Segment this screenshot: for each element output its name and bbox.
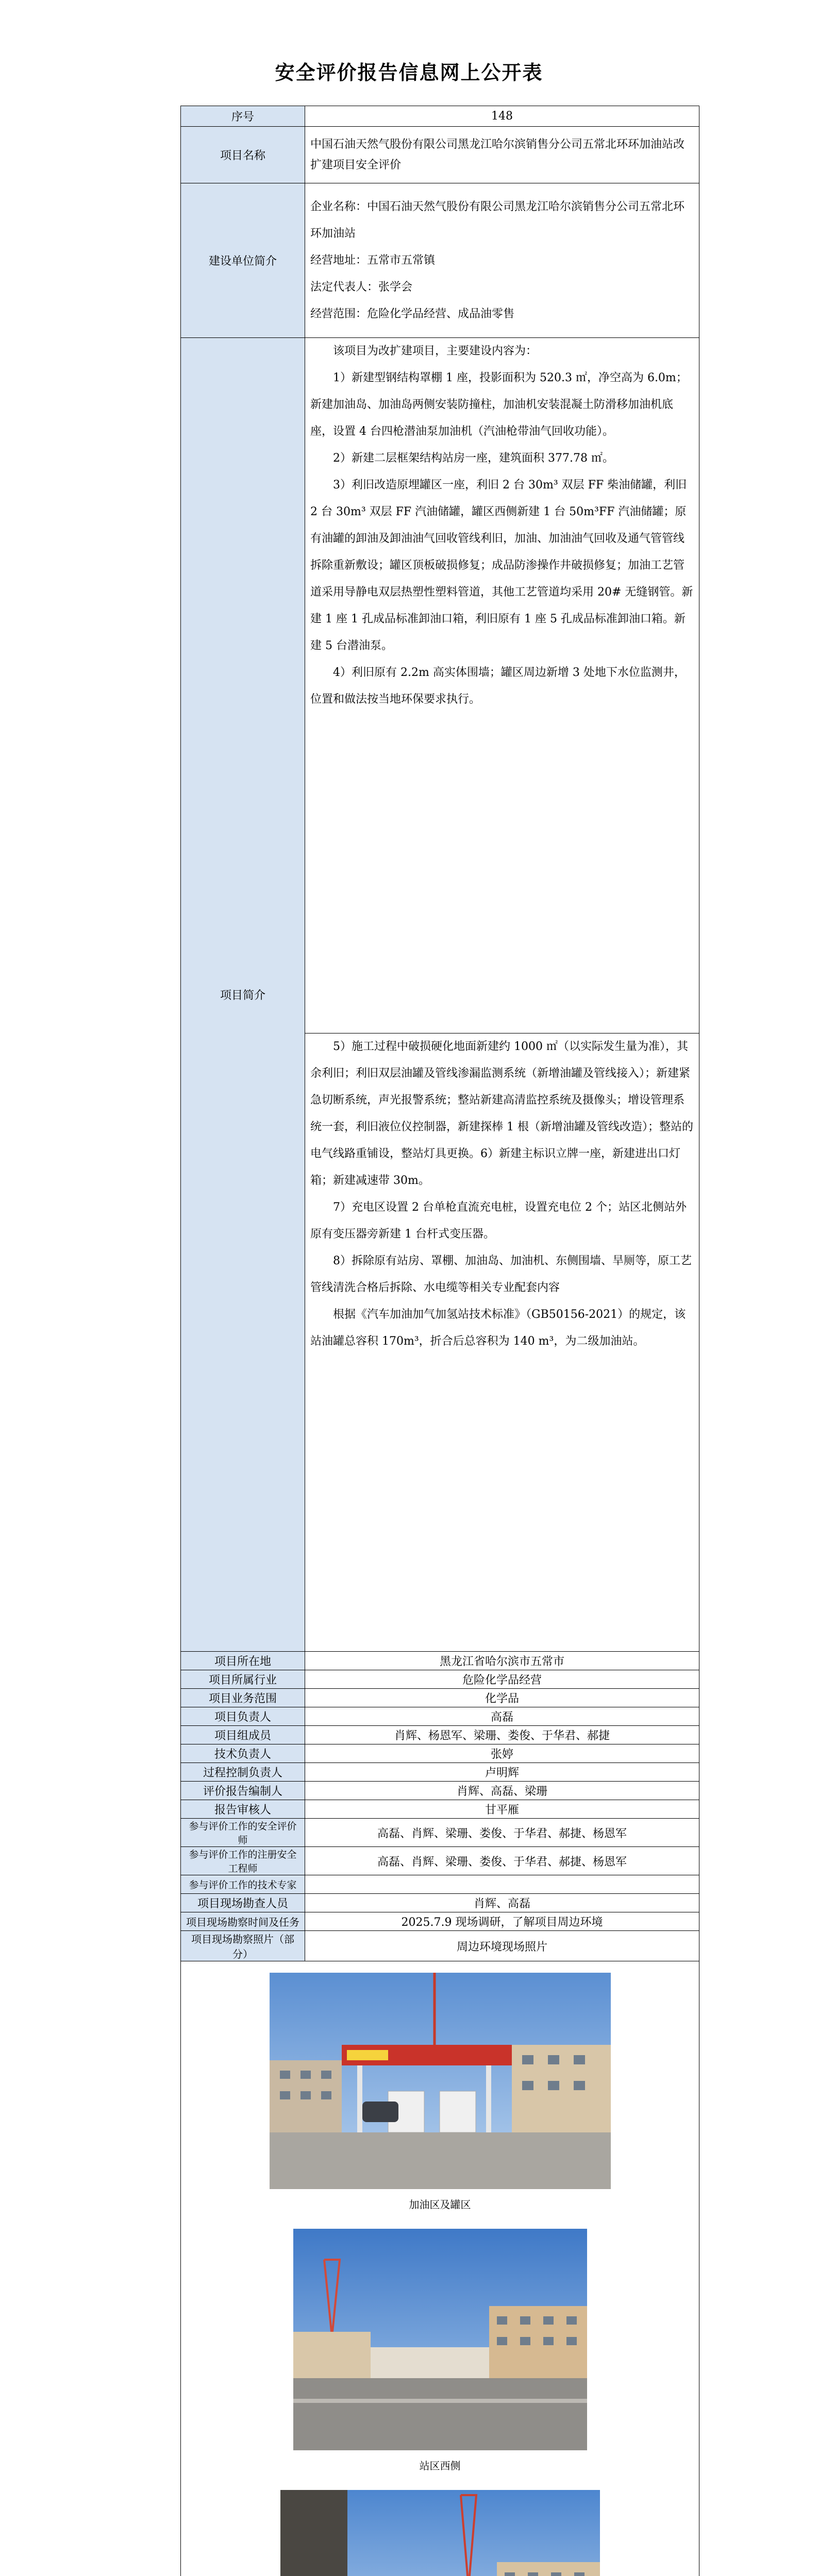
value-industry: 危险化学品经营 [305, 1670, 699, 1689]
photo-gallery [181, 1961, 699, 2576]
label-intro: 项目简介 [181, 338, 305, 1652]
row-engineers [181, 1847, 699, 1875]
intro-part-1 [305, 338, 699, 1033]
label-tech: 技术负责人 [181, 1744, 305, 1763]
intro-paragraph: 该项目为改扩建项目，主要建设内容为： [333, 345, 538, 358]
label-project-name: 项目名称 [181, 127, 305, 183]
value-seq: 148 [305, 106, 699, 127]
label-engineers: 参与评价工作的注册安全工程师 [181, 1847, 305, 1875]
photo-west-side [293, 2229, 587, 2450]
label-process: 过程控制负责人 [181, 1763, 305, 1782]
row-survey-task [181, 1912, 699, 1931]
label-participants: 参与评价工作的安全评价师 [181, 1819, 305, 1847]
row-experts [181, 1875, 699, 1894]
row-writer [181, 1782, 699, 1800]
intro-paragraph: 2）新建二层框架结构站房一座，建筑面积 377.78 ㎡。 [333, 452, 614, 465]
value-tech: 张婷 [305, 1744, 699, 1763]
value-survey-staff: 肖辉、高磊 [305, 1894, 699, 1912]
unit-scope: 经营范围：危险化学品经营、成品油零售 [310, 307, 515, 320]
label-reviewer: 报告审核人 [181, 1800, 305, 1819]
label-location: 项目所在地 [181, 1652, 305, 1670]
photo-fuel-area [270, 1973, 611, 2189]
row-location [181, 1652, 699, 1670]
intro-paragraph: 3）利旧改造原埋罐区一座，利旧 2 台 30m³ 双层 FF 柴油储罐，利旧 2 台 30m³ 双层 FF 汽油储罐，罐区西侧新建 1 台 50m³FF 汽油储罐；原有油罐的卸油及卸油油气回收管线利旧，加油、加油油气回收及通气管管线拆除重新敷设；罐区顶板破损修复；成品防渗操作井破损修复；加油工艺管道采用导静电双层热塑性塑料管道，其他工艺管道均采用 20# 无缝钢管。新建 1 座 1 孔成品标准卸油口箱，利旧原有 1 座 5 孔成品标准卸油口箱。新建 5 台潜油泵。 [310, 479, 693, 652]
label-survey-staff: 项目现场勘查人员 [181, 1894, 305, 1912]
unit-address: 经营地址：五常市五常镇 [310, 253, 436, 267]
value-location: 黑龙江省哈尔滨市五常市 [305, 1652, 699, 1670]
row-leader [181, 1707, 699, 1726]
label-unit: 建设单位简介 [181, 183, 305, 338]
unit-legal: 法定代表人：张学会 [310, 280, 413, 294]
label-seq: 序号 [181, 106, 305, 127]
value-writer: 肖辉、高磊、梁珊 [305, 1782, 699, 1800]
page-title: 安全评价报告信息网上公开表 [275, 61, 543, 84]
intro-paragraph: 5）施工过程中破损硬化地面新建约 1000 ㎡（以实际发生量为准），其余利旧；利旧双层油罐及管线渗漏监测系统（新增油罐及管线接入）；新建紧急切断系统，声光报警系统；整站新建高清监控系统及摄像头；增设管理系统一套，利旧液位仪控制器，新建探棒 1 根（新增油罐及管线改造）；整站的电气线路重铺设，整站灯具更换。6）新建主标识立牌一座，新建进出口灯箱；新建减速带 30m。 [310, 1040, 693, 1187]
label-members: 项目组成员 [181, 1726, 305, 1744]
value-leader: 高磊 [305, 1707, 699, 1726]
intro-paragraph: 根据《汽车加油加气加氢站技术标准》（GB50156-2021）的规定，该站油罐总容积 170m³，折合后总容积为 140 m³，为二级加油站。 [310, 1308, 686, 1348]
label-leader: 项目负责人 [181, 1707, 305, 1726]
value-engineers: 高磊、肖辉、梁珊、娄俊、于华君、郝捷、杨恩军 [305, 1847, 699, 1875]
row-intro-1 [181, 338, 699, 1033]
row-members [181, 1726, 699, 1744]
disclosure-table [180, 106, 699, 2576]
row-industry [181, 1670, 699, 1689]
value-process: 卢明辉 [305, 1763, 699, 1782]
intro-paragraph: 7）充电区设置 2 台单枪直流充电桩，设置充电位 2 个；站区北侧站外原有变压器旁新建 1 台杆式变压器。 [310, 1201, 687, 1241]
row-participants [181, 1819, 699, 1847]
unit-company: 企业名称：中国石油天然气股份有限公司黑龙江哈尔滨销售分公司五常北环环加油站 [310, 200, 685, 240]
intro-paragraph: 1）新建型钢结构罩棚 1 座，投影面积为 520.3 ㎡，净空高为 6.0m；新建加油岛、加油岛两侧安装防撞柱，加油机安装混凝土防滑移加油机底座，设置 4 台四枪潜油泵加油机（汽油枪带油气回收功能）。 [310, 371, 688, 438]
row-scope [181, 1689, 699, 1707]
value-unit [305, 183, 699, 338]
value-project-name: 中国石油天然气股份有限公司黑龙江哈尔滨销售分公司五常北环环加油站改扩建项目安全评价 [305, 127, 699, 183]
value-members: 肖辉、杨恩军、梁珊、娄俊、于华君、郝捷 [305, 1726, 699, 1744]
value-survey-photos: 周边环境现场照片 [305, 1931, 699, 1961]
row-unit [181, 183, 699, 338]
value-scope: 化学品 [305, 1689, 699, 1707]
photo-caption: 站区西侧 [419, 2460, 461, 2472]
value-participants: 高磊、肖辉、梁珊、娄俊、于华君、郝捷、杨恩军 [305, 1819, 699, 1847]
photo-caption: 加油区及罐区 [409, 2198, 471, 2211]
label-experts: 参与评价工作的技术专家 [181, 1875, 305, 1894]
row-process [181, 1763, 699, 1782]
label-survey-task: 项目现场勘察时间及任务 [181, 1912, 305, 1931]
row-reviewer [181, 1800, 699, 1819]
intro-part-2 [305, 1033, 699, 1652]
intro-paragraph: 8）拆除原有站房、罩棚、加油岛、加油机、东侧围墙、旱厕等，原工艺管线清洗合格后拆除、水电缆等相关专业配套内容 [310, 1255, 692, 1294]
label-survey-photos: 项目现场勘察照片（部分） [181, 1931, 305, 1961]
row-project-name [181, 127, 699, 183]
value-reviewer: 甘平雁 [305, 1800, 699, 1819]
photo-south-side [280, 2490, 600, 2576]
row-photos [181, 1961, 699, 2576]
row-survey-staff [181, 1894, 699, 1912]
label-scope: 项目业务范围 [181, 1689, 305, 1707]
label-writer: 评价报告编制人 [181, 1782, 305, 1800]
row-survey-photos-head [181, 1931, 699, 1961]
row-tech [181, 1744, 699, 1763]
intro-paragraph: 4）利旧原有 2.2m 高实体围墙；罐区周边新增 3 处地下水位监测井，位置和做法按当地环保要求执行。 [310, 666, 686, 706]
value-survey-task: 2025.7.9 现场调研，了解项目周边环境 [305, 1912, 699, 1931]
value-experts [305, 1875, 699, 1894]
label-industry: 项目所属行业 [181, 1670, 305, 1689]
row-seq [181, 106, 699, 127]
